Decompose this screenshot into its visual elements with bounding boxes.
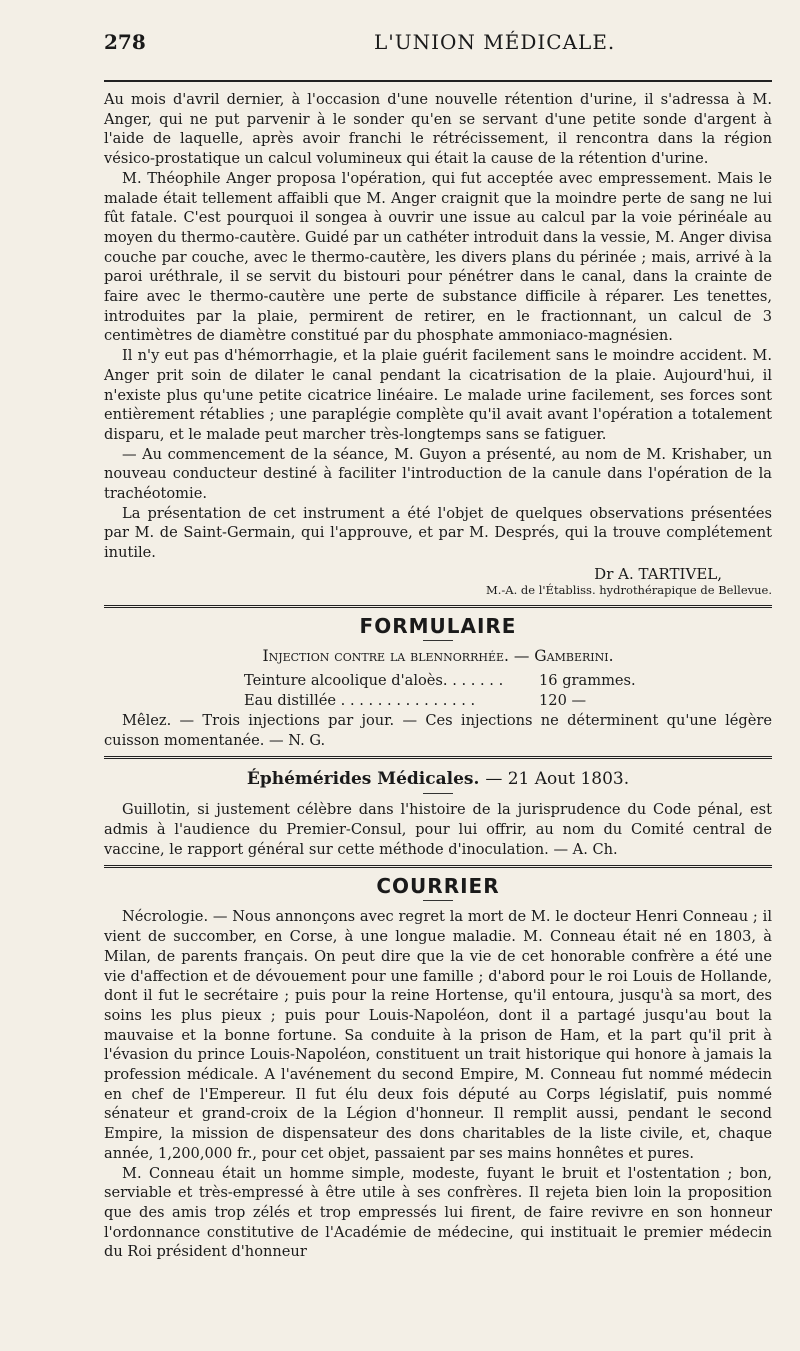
paragraph: La présentation de cet instrument a été l'objet de quelques observations présentées par M. de Saint-Germain, qui l'approuve, et par M. Després, qui la trouve complétement inutile. bbox=[104, 504, 772, 562]
paragraph: M. Conneau était un homme simple, modeste, fuyant le bruit et l'ostentation ; bon, serviable et très-empressé à être utile à ses confrères. Il rejeta bien loin la proposition que des amis trop zélés et trop empressés lui firent, de faire revivre en son honneur l'ordonnance constitutive de l'Académie de médecine, qui instituait le premier médecin du Roi président d'honneur bbox=[104, 1164, 772, 1261]
ephemerides-text: Guillotin, si justement célèbre dans l'histoire de la jurisprudence du Code pénal, est admis à l'audience du Premier-Consul, pour lui offrir, au nom du Comité central de vaccine, le rapport général sur cette méthode d'inoculation. — A. Ch. bbox=[104, 801, 772, 858]
section-title: FORMULAIRE bbox=[359, 613, 517, 638]
short-rule bbox=[423, 640, 453, 641]
recipe-title: Injection contre la blennorrhée. — Gamberini. bbox=[262, 646, 614, 665]
short-rule bbox=[423, 793, 453, 794]
recipe-instructions: Mêlez. — Trois injections par jour. — Ces injections ne déterminent qu'une légère cuisson momentanée. — N. G. bbox=[104, 711, 772, 749]
paragraph: Il n'y eut pas d'hémorrhagie, et la plaie guérit facilement sans le moindre accident. M. Anger prit soin de dilater le canal pendant la cicatrisation de la plaie. Aujourd'hui, il n'existe plus qu'une petite cicatrice linéaire. Le malade urine facilement, ses forces sont entièrement rétablies ; une paraplégie complète qu'il avait avant l'opération a totalement disparu, et le malade peut marcher très-longtemps sans se fatiguer. bbox=[104, 347, 772, 443]
paragraph: — Au commencement de la séance, M. Guyon a présenté, au nom de M. Krishaber, un nouveau conducteur destiné à faciliter l'introduction de la canule dans l'opération de la trachéotomie. bbox=[104, 445, 772, 503]
page-number: 278 bbox=[104, 30, 146, 54]
ephemerides-section bbox=[104, 769, 772, 859]
signature-name: Dr A. TARTIVEL, bbox=[594, 564, 722, 583]
section-divider bbox=[104, 865, 772, 868]
article-continuation bbox=[104, 90, 772, 597]
recipe-item bbox=[104, 671, 772, 691]
ephemerides-date: — 21 Aout 1803. bbox=[485, 769, 630, 790]
running-title: L'UNION MÉDICALE. bbox=[374, 30, 616, 54]
short-rule bbox=[423, 900, 453, 901]
section-divider bbox=[104, 756, 772, 759]
ephemerides-heading bbox=[104, 769, 772, 789]
ingredient-name: Teinture alcoolique d'aloès. . . . . . . bbox=[244, 671, 504, 689]
ingredient-quantity: 120 — bbox=[539, 691, 587, 709]
page-header bbox=[104, 30, 772, 80]
ephemerides-title: Éphémérides Médicales. bbox=[246, 769, 480, 790]
paragraph: M. Théophile Anger proposa l'opération, qui fut acceptée avec empressement. Mais le malade était tellement affaibli que M. Anger craignit que la moindre perte de sang ne lui fût fatale. C'est pourquoi il songea à ouvrir une issue au calcul par la voie périnéale au moyen du thermo-cautère. Guidé par un cathéter introduit dans la vessie, M. Anger divisa couche par couche, avec le thermo-cautère, les divers plans du périnée ; mais, arrivé à la paroi uréthrale, il se servit du bistouri pour pénétrer dans le canal, dans la crainte de faire avec le thermo-cautère une perte de substance difficile à réparer. Les tenettes, introduites par la plaie, permirent de retirer, en le fractionnant, un calcul de 3 centimètres de diamètre constitué par du phosphate ammoniaco-magnésien. bbox=[104, 169, 772, 345]
recipe-item bbox=[104, 691, 772, 711]
formulaire-section bbox=[104, 614, 772, 750]
paragraph: Au mois d'avril dernier, à l'occasion d'une nouvelle rétention d'urine, il s'adressa à M. Anger, qui ne put parvenir à le sonder qu'en se servant d'une petite sonde d'argent à l'aide de laquelle, après avoir franchi le rétrécissement, il rencontra dans la région vésico-prostatique un calcul volumineux qui était la cause de la rétention d'urine. bbox=[104, 91, 772, 168]
section-divider bbox=[104, 605, 772, 608]
courrier-section bbox=[104, 874, 772, 1262]
signature-affiliation: M.-A. de l'Établiss. hydrothérapique de Bellevue. bbox=[485, 582, 772, 597]
ingredient-quantity: 16 grammes. bbox=[539, 671, 636, 689]
paragraph: Nécrologie. — Nous annonçons avec regret la mort de M. le docteur Henri Conneau ; il vient de succomber, en Corse, à une longue maladie. M. Conneau était né en 1803, à Milan, de parents français. On peut dire que la vie de cet honorable confrère a été une vie d'affection et de dévouement pour une famille ; d'abord pour le roi Louis de Hollande, dont il fut le secrétaire ; puis pour la reine Hortense, qu'il entoura, jusqu'à sa mort, des soins les plus pieux ; puis pour Louis-Napoléon, dont il a partagé jusqu'au bout la mauvaise et la bonne fortune. Sa conduite à la prison de Ham, et la part qu'il prit à l'évasion du prince Louis-Napoléon, constituent un trait historique qui honore à jamais la profession médicale. A l'avénement du second Empire, M. Conneau fut nommé médecin en chef de l'Empereur. Il fut élu deux fois député au Corps législatif, puis nommé sénateur et grand-croix de la Légion d'honneur. Il remplit aussi, pendant le second Empire, la mission de dispensateur des dons charitables de la liste civile, et, chaque année, 1,200,000 fr., pour cet objet, passaient par ses mains honnêtes et pures. bbox=[104, 908, 772, 1162]
header-rule bbox=[104, 80, 772, 82]
ingredient-name: Eau distillée . . . . . . . . . . . . . . . bbox=[244, 691, 476, 709]
section-title: COURRIER bbox=[376, 874, 500, 899]
